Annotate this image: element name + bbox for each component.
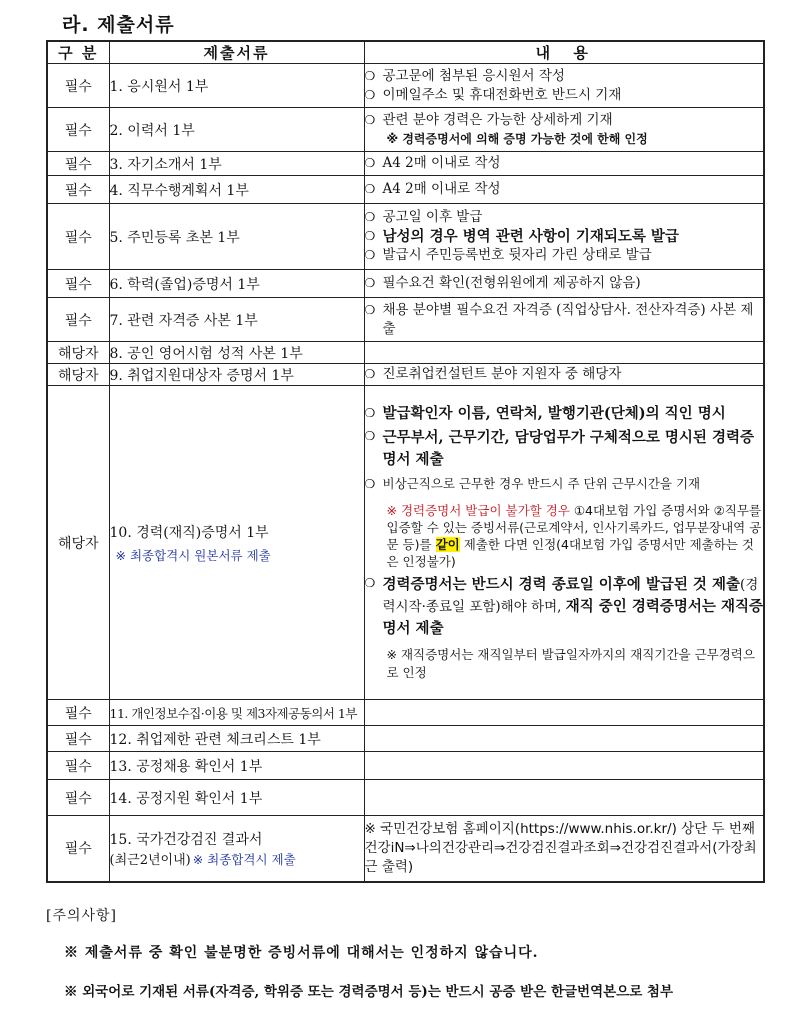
list-item: ❍ 공고문에 첨부된 응시원서 작성: [364, 67, 565, 84]
section-heading: 라. 제출서류: [62, 14, 175, 36]
row-content: [364, 108, 764, 152]
document-sub-label: (최근2년이내): [109, 852, 191, 868]
row-category: 필수: [47, 752, 109, 780]
table-row: [47, 176, 764, 204]
list-item: ❍ 채용 분야별 필수요건 자격증 (직업상담사. 전산자격증) 사본 제출: [364, 301, 754, 337]
table-row: [47, 816, 764, 882]
bullet-icon: ❍: [364, 405, 376, 420]
row-document: 13. 공정채용 확인서 1부: [109, 752, 364, 780]
list-item: ❍ 공고일 이후 발급: [364, 209, 483, 225]
row-document: 9. 취업지원대상자 증명서 1부: [109, 364, 364, 386]
bullet-icon: ❍: [364, 367, 376, 381]
row-category: 필수: [47, 780, 109, 816]
table-row: [47, 298, 764, 342]
table-row: [47, 386, 764, 700]
documents-table: [46, 40, 765, 883]
notes-title: [주의사항]: [46, 908, 118, 924]
table-row: [47, 726, 764, 752]
row-content: [364, 780, 764, 816]
list-item: ❍ 관련 분야 경력은 가능한 상세하게 기재: [364, 111, 613, 128]
header-category: 구 분: [47, 41, 109, 64]
table-row: [47, 700, 764, 726]
row-document: [109, 816, 364, 882]
row-content: [364, 816, 764, 882]
row-category: 필수: [47, 816, 109, 882]
row-content: [364, 752, 764, 780]
bullet-icon: ❍: [364, 476, 376, 491]
table-row: [47, 152, 764, 176]
row-document: 4. 직무수행계획서 1부: [109, 176, 364, 204]
row-category: 필수: [47, 204, 109, 270]
document-label: 10. 경력(재직)증명서 1부: [109, 524, 269, 541]
row-category: 필수: [47, 176, 109, 204]
table-row: [47, 204, 764, 270]
reference-note: ※ 경력증명서에 의해 증명 가능한 것에 한해 인정: [386, 131, 648, 146]
row-category: 필수: [47, 270, 109, 298]
row-document: 1. 응시원서 1부: [109, 64, 364, 108]
table-row: [47, 108, 764, 152]
row-content: [364, 342, 764, 364]
list-item: ❍ 진로취업컨설턴트 분야 지원자 중 해당자: [364, 366, 622, 382]
original-submission-note: ※ 최종합격시 원본서류 제출: [115, 547, 271, 563]
bullet-icon: ❍: [364, 248, 376, 262]
document-label: 15. 국가건강검진 결과서: [109, 831, 263, 848]
bullet-icon: ❍: [364, 182, 376, 196]
row-content: [364, 270, 764, 298]
list-item: ❍ 비상근직으로 근무한 경우 반드시 주 단위 근무시간을 기재: [365, 475, 764, 494]
row-document: 8. 공인 영어시험 성적 사본 1부: [109, 342, 364, 364]
row-content: [364, 176, 764, 204]
row-document: 6. 학력(졸업)증명서 1부: [109, 270, 364, 298]
row-content: [364, 700, 764, 726]
table-row: [47, 780, 764, 816]
row-document: 11. 개인정보수집·이용 및 제3자제공동의서 1부: [109, 700, 364, 726]
row-content: [364, 204, 764, 270]
certificate-exception-note: ※ 경력증명서 발급이 불가할 경우 ①4대보험 가입 증명서와 ②직무를 입증할 수 있는 증빙서류(근로계약서, 인사기록카드, 업무분장내역 공문 등)를 같이 제출한 다면 인정(4대보험 가입 증명서만 제출하는 것은 인정불가): [386, 502, 762, 569]
list-item: ❍ A4 2매 이내로 작성: [364, 181, 501, 197]
list-item: ❍ 경력증명서는 반드시 경력 종료일 이후에 발급된 것 제출(경력시작·종료일 포함)해야 하며, 재직 중인 경력증명서는 재직증명서 제출: [365, 574, 764, 640]
notice-line: ※ 제출서류 중 확인 불분명한 증빙서류에 대해서는 인정하지 않습니다.: [64, 945, 539, 961]
row-document: 7. 관련 자격증 사본 1부: [109, 298, 364, 342]
table-row: [47, 270, 764, 298]
table-row: [47, 64, 764, 108]
row-category: 해당자: [47, 386, 109, 700]
bullet-icon: ❍: [364, 210, 376, 224]
row-document: 12. 취업제한 관련 체크리스트 1부: [109, 726, 364, 752]
row-content: [364, 386, 764, 700]
bullet-icon: ❍: [364, 428, 376, 443]
bullet-icon: ❍: [364, 156, 376, 170]
row-content: [364, 726, 764, 752]
table-row: [47, 342, 764, 364]
row-content: [364, 152, 764, 176]
row-category: 필수: [47, 700, 109, 726]
health-check-note: ※ 국민건강보험 홈페이지(https://www.nhis.or.kr/) 상단 두 번째 건강iN⇒나의건강관리⇒건강검진결과조회⇒건강검진결과서(가장최근 출력): [364, 820, 757, 875]
row-category: 필수: [47, 108, 109, 152]
table-header-row: [47, 41, 764, 64]
bullet-icon: ❍: [364, 302, 376, 317]
row-category: 필수: [47, 64, 109, 108]
row-document: 14. 공정지원 확인서 1부: [109, 780, 364, 816]
notice-line: ※ 외국어로 기재된 서류(자격증, 학위증 또는 경력증명서 등)는 반드시 공증 받은 한글번역본으로 첨부: [64, 984, 674, 1000]
row-document: 5. 주민등록 초본 1부: [109, 204, 364, 270]
row-category: 필수: [47, 726, 109, 752]
table-row: [47, 364, 764, 386]
bullet-icon: ❍: [364, 229, 376, 243]
list-item: ❍ 근무부서, 근무기간, 담당업무가 구체적으로 명시된 경력증명서 제출: [365, 427, 764, 471]
row-document: 2. 이력서 1부: [109, 108, 364, 152]
list-item: ❍ 필수요건 확인(전형위원에게 제공하지 않음): [364, 275, 641, 291]
bullet-icon: ❍: [364, 68, 376, 83]
row-document: [109, 386, 364, 700]
list-item: ❍ 이메일주소 및 휴대전화번호 반드시 기재: [364, 86, 622, 103]
row-category: 해당자: [47, 342, 109, 364]
header-documents: 제출서류: [109, 41, 364, 64]
header-content: 내 용: [364, 41, 764, 64]
final-submission-note: ※ 최종합격시 제출: [192, 851, 296, 867]
row-content: [364, 298, 764, 342]
bullet-icon: ❍: [364, 112, 376, 127]
bullet-icon: ❍: [364, 276, 376, 290]
list-item: ❍ 발급시 주민등록번호 뒷자리 가린 상태로 발급: [364, 247, 652, 263]
list-item: ❍ 발급확인자 이름, 연락처, 발행기관(단체)의 직인 명시: [364, 404, 726, 422]
list-item: ❍ 남성의 경우 병역 관련 사항이 기재되도록 발급: [364, 228, 679, 245]
row-content: [364, 364, 764, 386]
bullet-icon: ❍: [364, 87, 376, 102]
employment-certificate-note: ※ 재직증명서는 재직일부터 발급일자까지의 재직기간을 근무경력으로 인정: [386, 646, 755, 680]
table-row: [47, 752, 764, 780]
bullet-icon: ❍: [364, 575, 376, 590]
row-category: 필수: [47, 298, 109, 342]
row-document: 3. 자기소개서 1부: [109, 152, 364, 176]
row-category: 필수: [47, 152, 109, 176]
row-content: [364, 64, 764, 108]
list-item: ❍ A4 2매 이내로 작성: [364, 155, 501, 171]
row-category: 해당자: [47, 364, 109, 386]
